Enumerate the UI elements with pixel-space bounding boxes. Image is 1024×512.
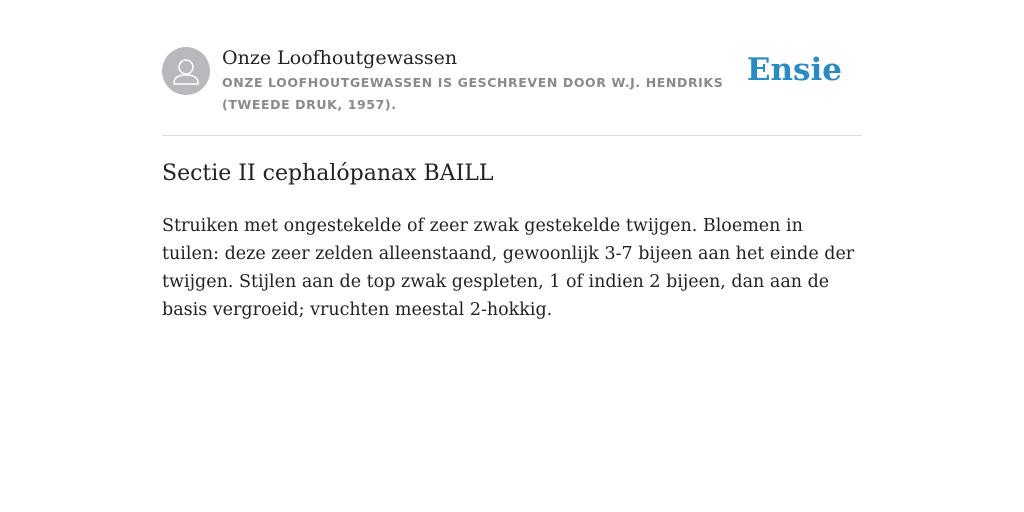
article-body: Struiken met ongestekelde of zeer zwak gestekelde twijgen. Bloemen in tuilen: deze zeer zelden alleenstaand, gewoonlijk 3-7 bijeen aan het einde der twijgen. Stijlen aan de top zwak gespleten, 1 of indien 2 bijeen, dan aan de basis vergroeid; vruchten meestal 2-hokkig. xyxy=(162,216,855,320)
brand-logo-link[interactable]: Ensie xyxy=(746,52,842,88)
content-card xyxy=(162,0,862,320)
user-outline-icon xyxy=(162,47,210,95)
page-header xyxy=(162,0,862,136)
site-subtitle: ONZE LOOFHOUTGEWASSEN IS GESCHREVEN DOOR W.J. HENDRIKS (TWEEDE DRUK, 1957). xyxy=(222,75,724,112)
article-title: Sectie II cephalópanax BAILL xyxy=(162,161,494,186)
site-title[interactable]: Onze Loofhoutgewassen xyxy=(222,47,458,69)
avatar[interactable] xyxy=(162,47,210,95)
